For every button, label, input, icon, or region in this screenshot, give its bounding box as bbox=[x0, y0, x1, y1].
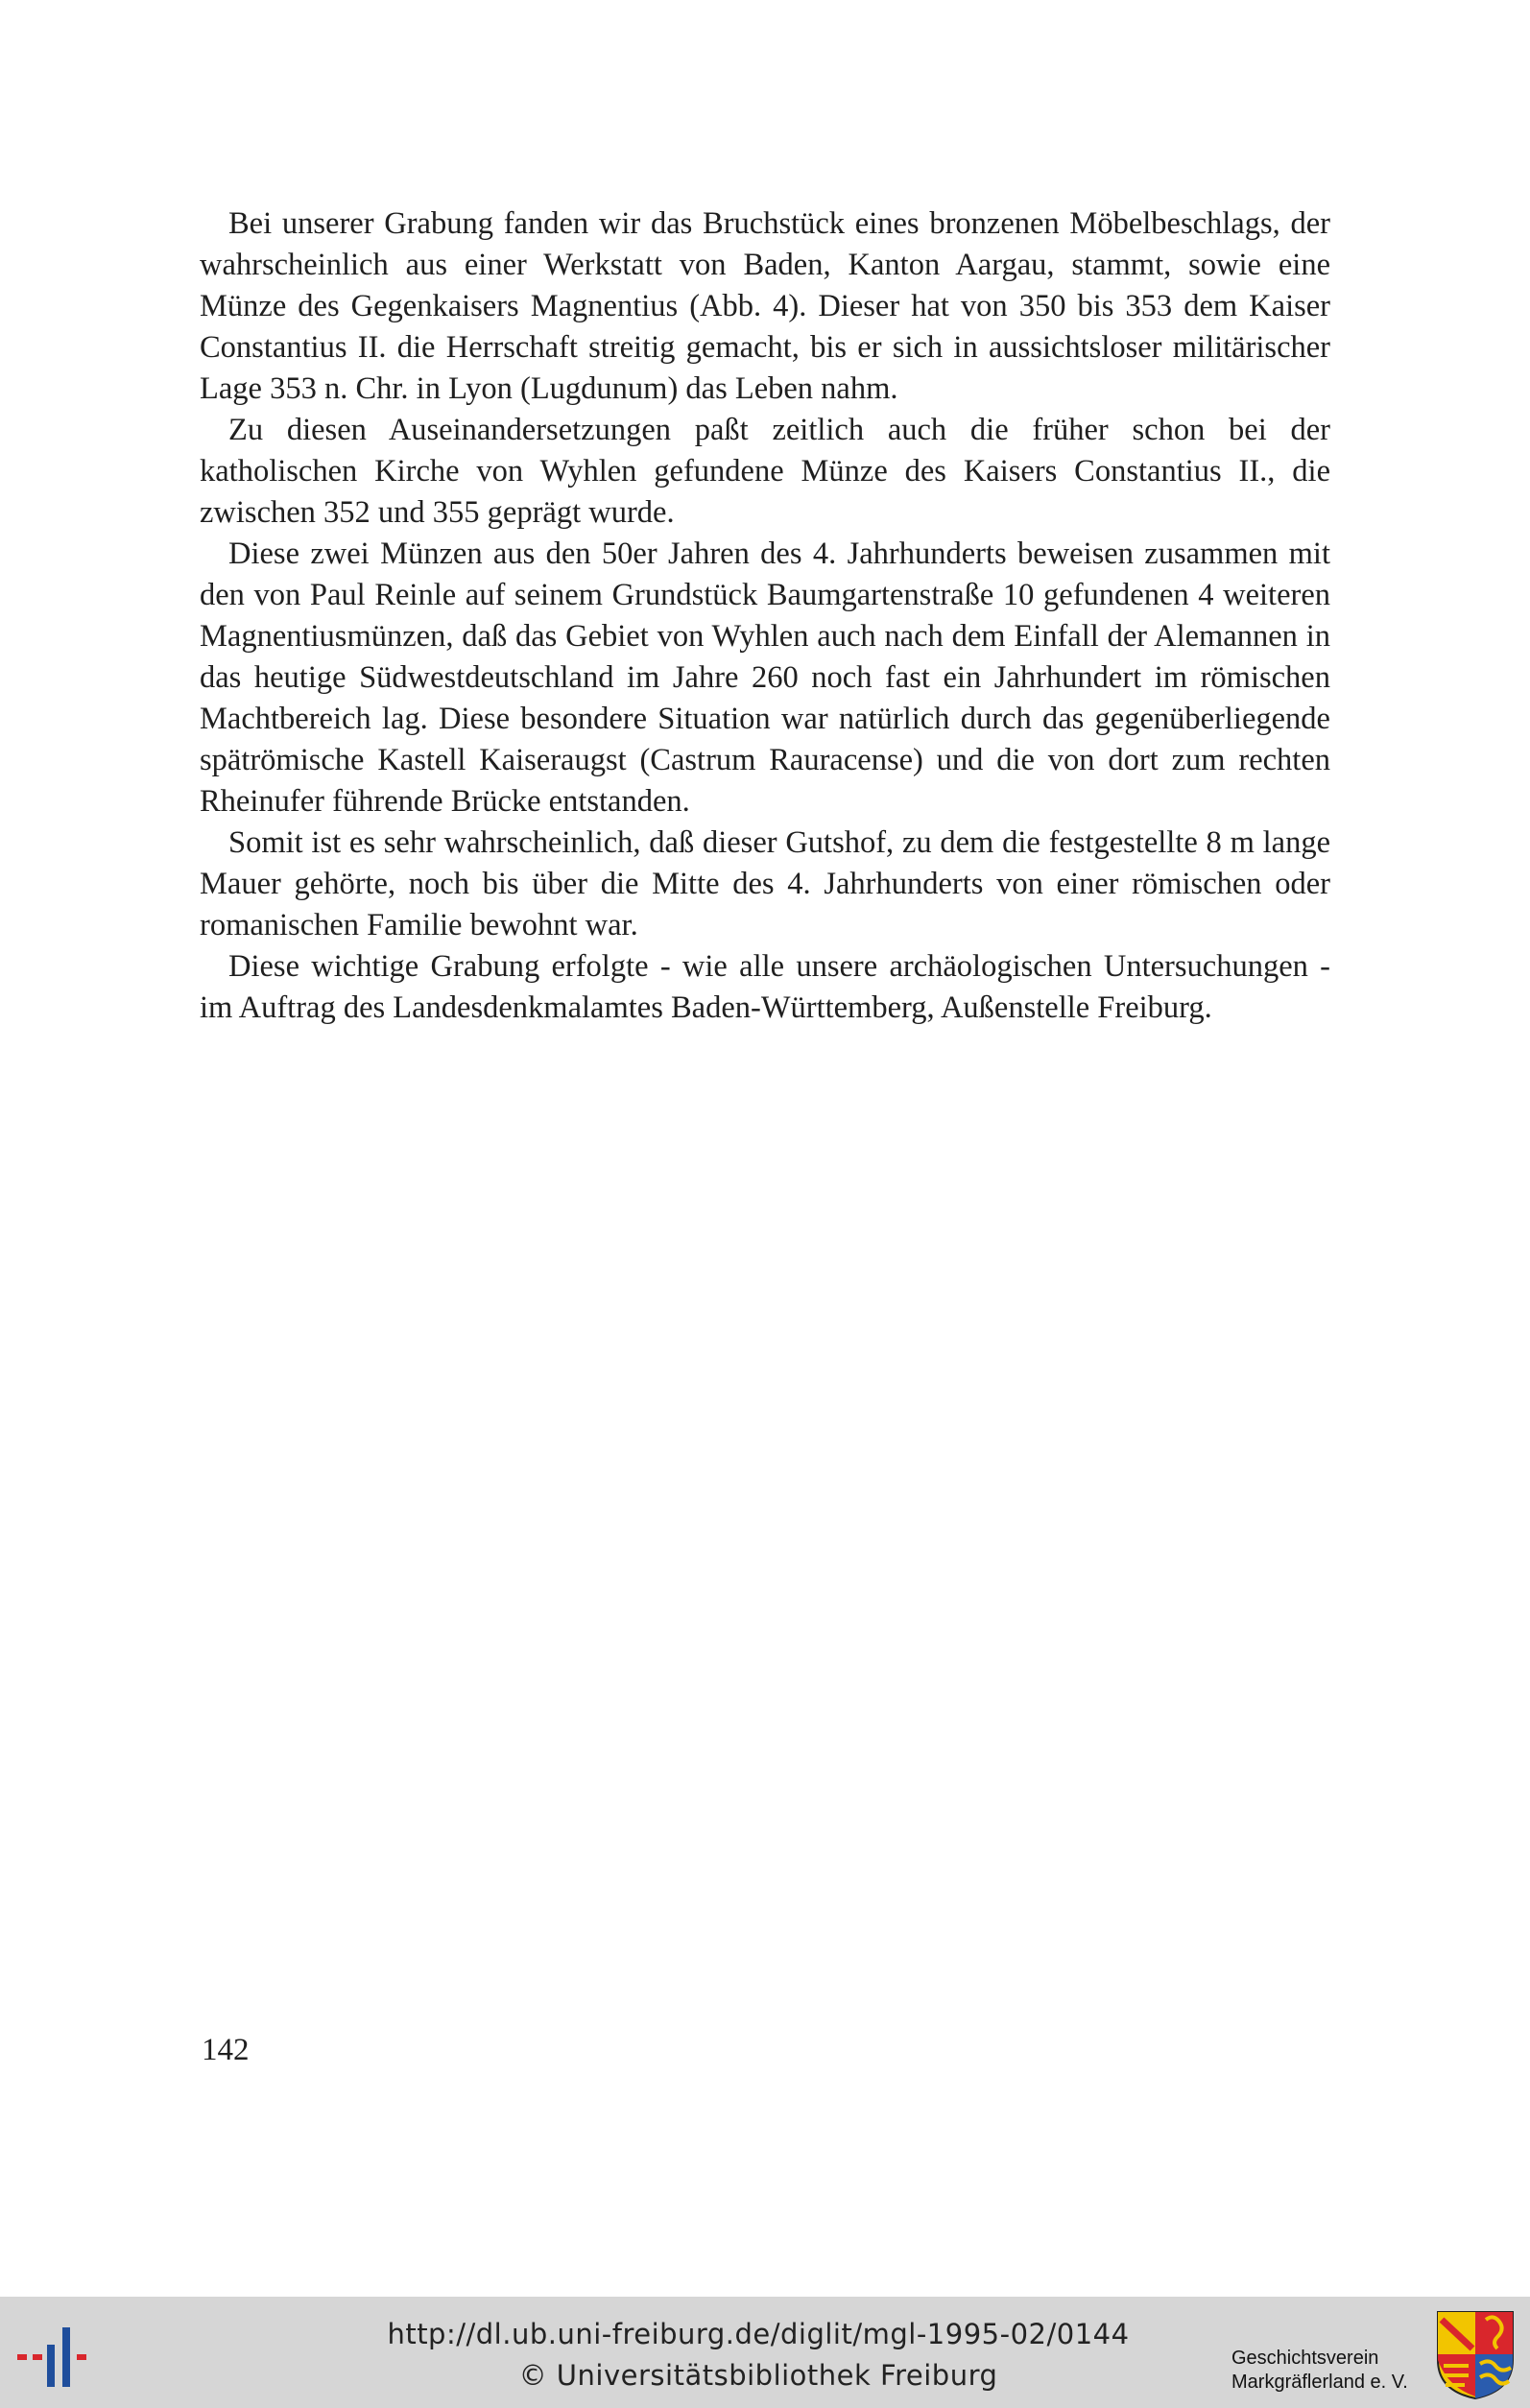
paragraph-4: Somit ist es sehr wahrscheinlich, daß dieser Gutshof, zu dem die festgestellte 8 m lange Mauer gehörte, noch bis über die Mitte des 4. Jahrhunderts von einer römischen oder romanischen Familie bewohnt war. bbox=[200, 825, 1330, 942]
paragraph-1: Bei unserer Grabung fanden wir das Bruchstück eines bronzenen Möbelbeschlags, der wahrscheinlich aus einer Werkstatt von Baden, Kanton Aargau, stammt, sowie eine Münze des Gegenkaisers Magnentius (Abb. 4). Dieser hat von 350 bis 353 dem Kaiser Constantius II. die Herrschaft streitig gemacht, bis er sich in aussichtsloser militärischer Lage 353 n. Chr. in Lyon (Lugdunum) das Leben nahm. bbox=[200, 206, 1330, 406]
body-text bbox=[200, 203, 1330, 1029]
footer-bar bbox=[0, 2297, 1530, 2408]
society-name-line2: Markgräflerland e. V. bbox=[1231, 2372, 1408, 2393]
footer-url-link[interactable]: http://dl.ub.uni-freiburg.de/diglit/mgl-1995-02/0144 bbox=[387, 2318, 1130, 2350]
society-name bbox=[1231, 2347, 1408, 2395]
coat-of-arms-icon bbox=[1436, 2310, 1515, 2400]
paragraph-3: Diese zwei Münzen aus den 50er Jahren des 4. Jahrhunderts beweisen zusammen mit den von Paul Reinle auf seinem Grundstück Baumgartenstraße 10 gefundenen 4 weiteren Magnentiusmünzen, daß das Gebiet von Wyhlen auch nach dem Einfall der Alemannen in das heutige Südwestdeutschland im Jahre 260 noch fast ein Jahrhundert im römischen Machtbereich lag. Diese besondere Situation war natürlich durch das gegenüberliegende spätrömische Kastell Kaiseraugst (Castrum Rauracense) und die von dort zum rechten Rheinufer führende Brücke entstanden. bbox=[200, 536, 1330, 819]
paragraph-2: Zu diesen Auseinandersetzungen paßt zeitlich auch die früher schon bei der katholischen Kirche von Wyhlen gefundene Münze des Kaisers Constantius II., die zwischen 352 und 355 geprägt wurde. bbox=[200, 413, 1330, 530]
page-number: 142 bbox=[202, 2033, 250, 2067]
society-name-line1: Geschichtsverein bbox=[1231, 2348, 1379, 2369]
ub-freiburg-logo-icon bbox=[17, 2325, 100, 2391]
paragraph-5: Diese wichtige Grabung erfolgte - wie alle unsere archäologischen Untersuchungen - im Auftrag des Landesdenkmalamtes Baden-Württemberg, Außenstelle Freiburg. bbox=[200, 949, 1330, 1025]
footer-copyright: © Universitätsbibliothek Freiburg bbox=[518, 2359, 998, 2392]
